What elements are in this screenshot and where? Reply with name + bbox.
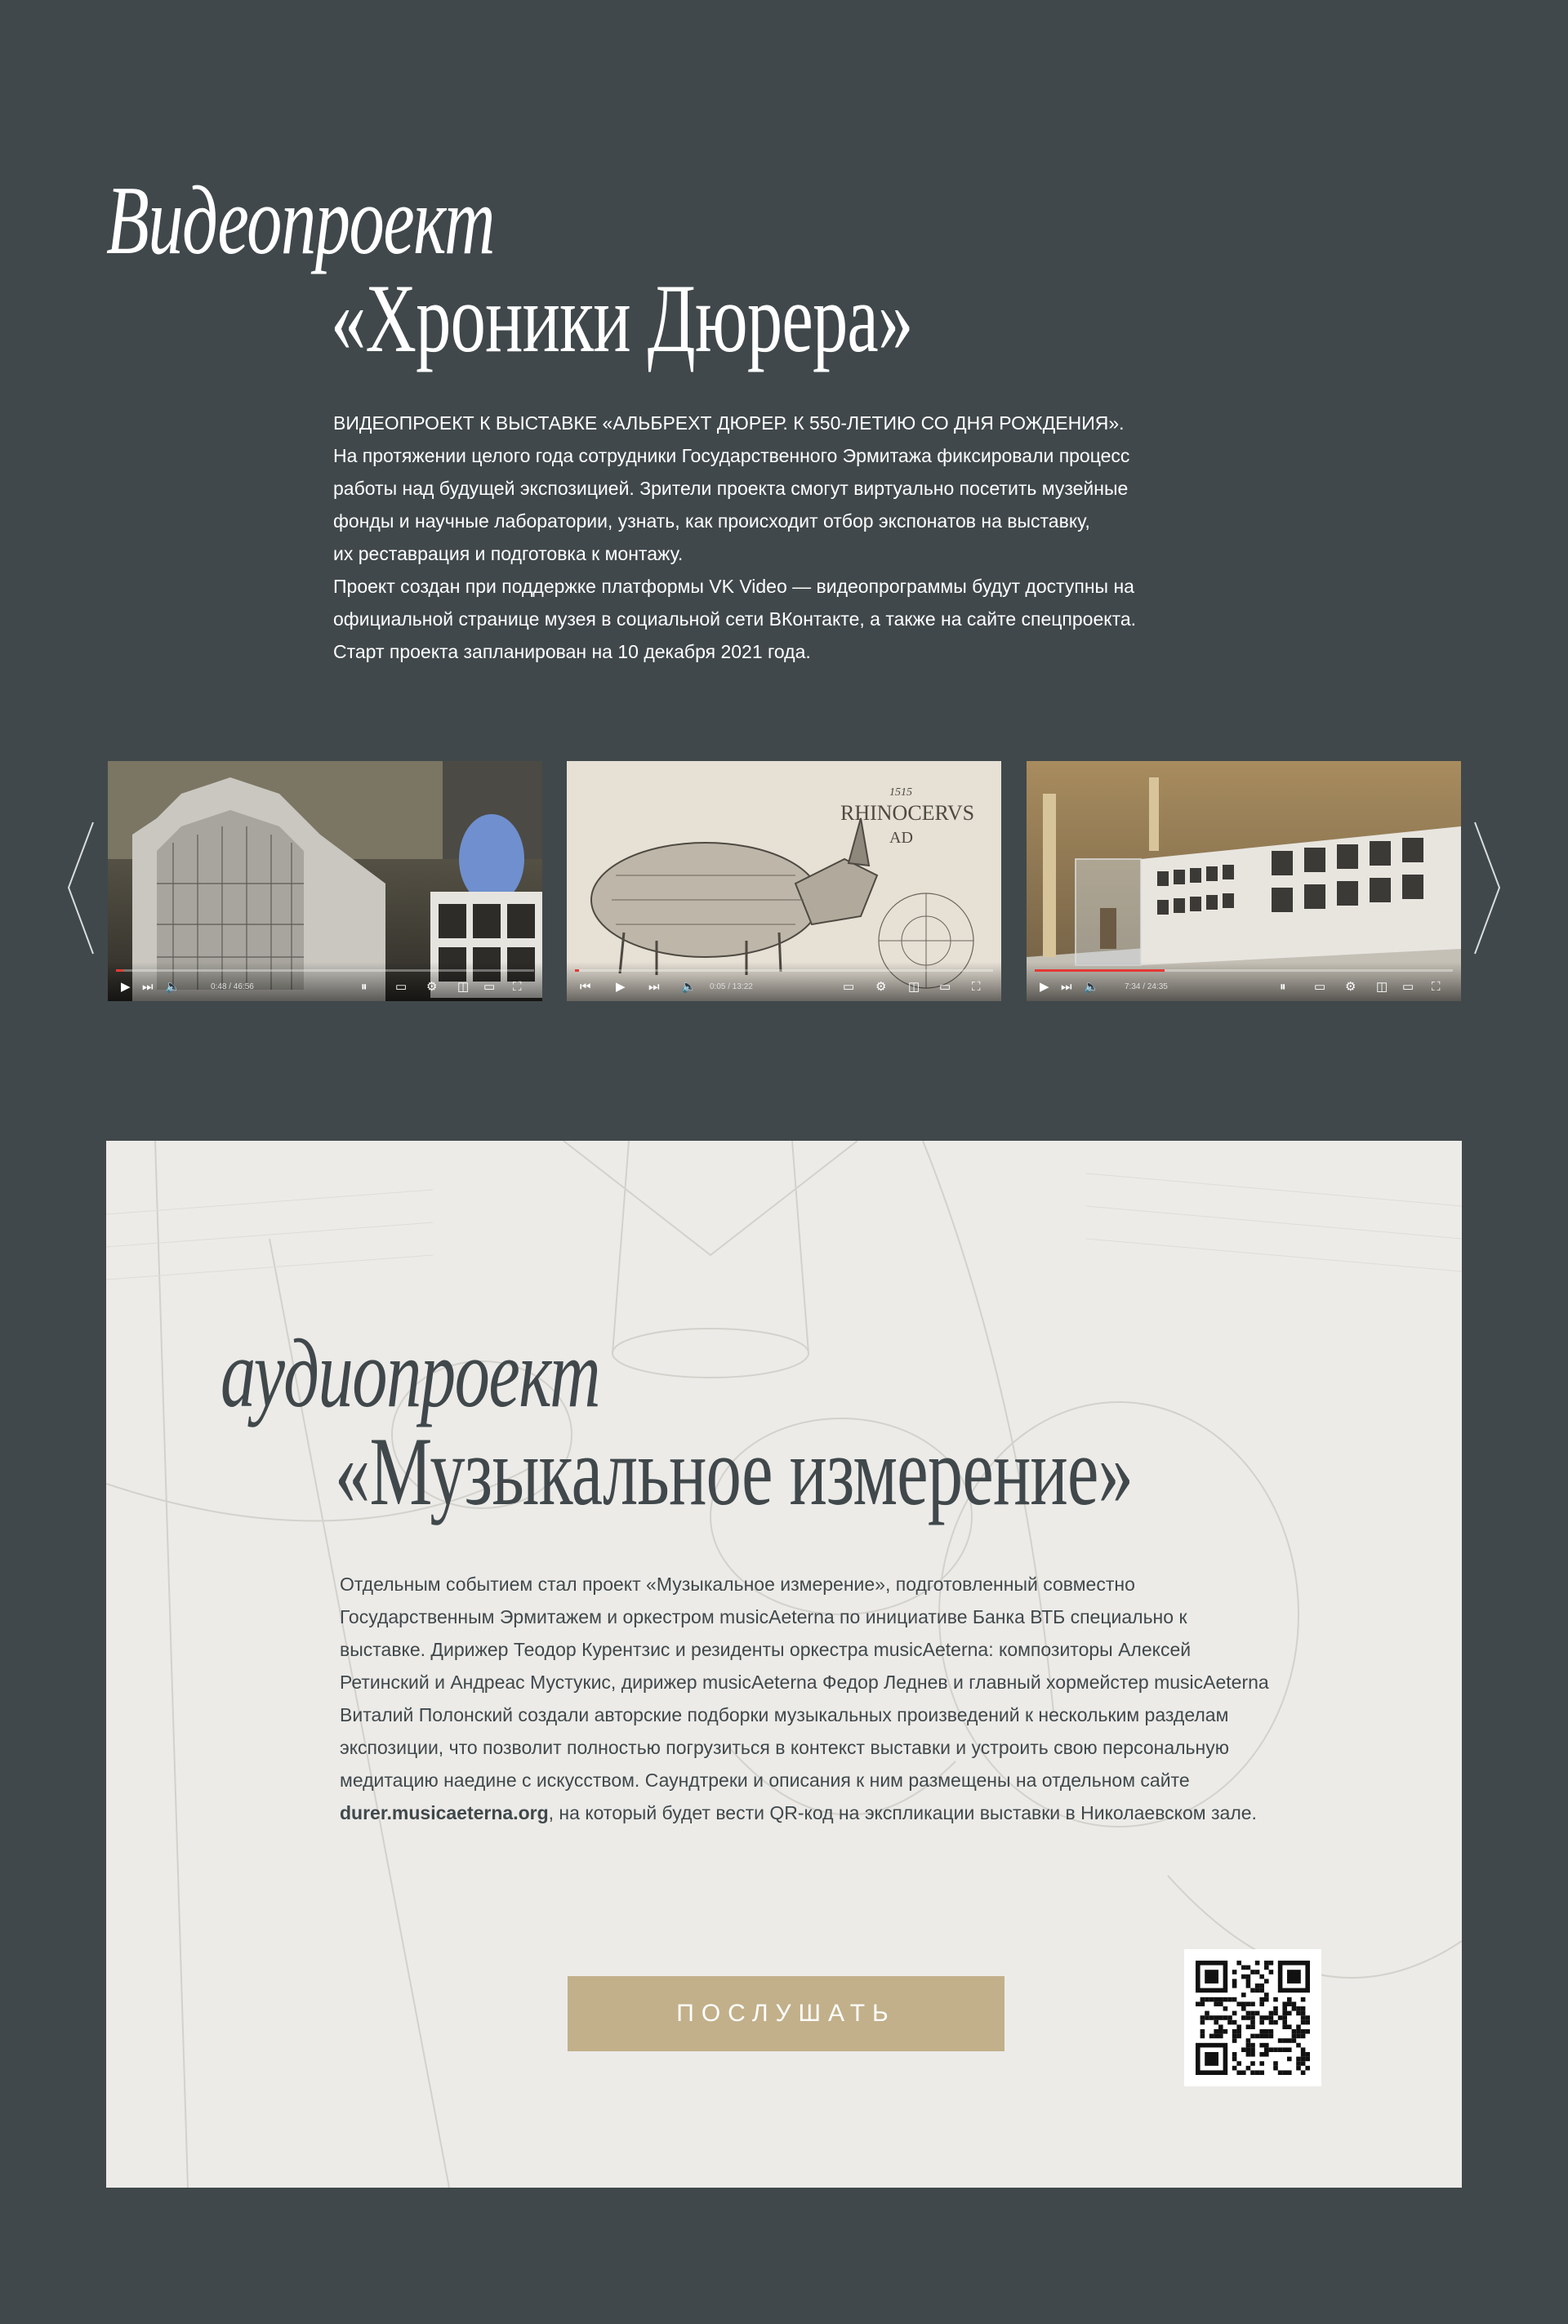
audio-desc-text: , на который будет вести QR-код на экспликации выставки в Николаевском зале. [548, 1802, 1257, 1823]
qr-module [1259, 2043, 1264, 2048]
audio-section-description [340, 1568, 1271, 1829]
qr-module [1246, 2052, 1251, 2057]
qr-module [1287, 2057, 1292, 2062]
qr-module [1232, 1979, 1237, 1983]
video-progress-fill [575, 969, 579, 972]
qr-module [1296, 2066, 1301, 2071]
qr-module [1236, 2034, 1241, 2039]
qr-module [1250, 1988, 1255, 1993]
next-icon[interactable]: ⏭ [1061, 980, 1072, 994]
qr-module [1227, 1997, 1232, 2002]
qr-module [1287, 2038, 1292, 2043]
overlay-monogram: AD [889, 829, 913, 847]
qr-module [1282, 2020, 1287, 2025]
qr-module [1227, 2020, 1232, 2025]
next-icon[interactable]: ⏭ [648, 980, 660, 994]
qr-module [1305, 2029, 1310, 2034]
qr-module [1214, 2029, 1218, 2034]
qr-module [1269, 2029, 1274, 2034]
play-icon[interactable]: ▶ [1040, 980, 1049, 994]
qr-module [1259, 1975, 1264, 1979]
qr-module [1264, 2047, 1269, 2052]
qr-module [1227, 2015, 1232, 2020]
qr-module [1264, 1979, 1269, 1983]
qr-module [1259, 2015, 1264, 2020]
qr-module [1287, 1970, 1301, 1983]
volume-icon[interactable]: 🔈 [165, 980, 180, 994]
qr-module [1287, 2047, 1292, 2052]
qr-module [1269, 2015, 1274, 2020]
qr-module [1259, 2001, 1264, 2006]
qr-module [1292, 2034, 1297, 2039]
qr-module [1218, 2029, 1223, 2034]
qr-module [1305, 2066, 1310, 2071]
video-time: 0:05 / 13:22 [710, 982, 753, 991]
overlay-title: RHINOCERVS [840, 801, 975, 825]
qr-module [1200, 2029, 1205, 2034]
qr-module [1232, 2029, 1237, 2034]
qr-module [1301, 2070, 1306, 2075]
qr-module [1241, 2047, 1246, 2052]
qr-code-pattern [1196, 1961, 1310, 2075]
qr-module [1205, 2052, 1218, 2066]
qr-module [1273, 2066, 1278, 2071]
qr-module [1269, 2047, 1274, 2052]
qr-module [1296, 2011, 1301, 2016]
qr-module [1250, 1970, 1255, 1975]
qr-module [1273, 2006, 1278, 2011]
qr-module [1259, 2020, 1264, 2025]
qr-module [1246, 2047, 1251, 2052]
qr-module [1278, 2015, 1283, 2020]
qr-module [1264, 2015, 1269, 2020]
theater-mode-icon[interactable]: ▭ [1402, 980, 1414, 994]
qr-module [1200, 2015, 1205, 2020]
qr-module [1255, 1983, 1260, 1988]
video-section-title-line2: «Хроники Дюрера» [331, 264, 913, 372]
qr-module [1250, 2024, 1255, 2029]
qr-module [1205, 2015, 1209, 2020]
settings-gear-icon[interactable]: ⚙ [426, 980, 438, 994]
qr-module [1282, 2024, 1287, 2029]
qr-module [1236, 2061, 1241, 2066]
qr-module [1205, 2011, 1209, 2016]
qr-module [1236, 2024, 1241, 2029]
qr-module [1301, 2011, 1306, 2016]
audio-desc-text: Отдельным событием стал проект «Музыкальное измерение», подготовленный совместно Государственным Эрмитажем и оркестром musicAeterna по инициативе Банка ВТБ специально к выставке. Дирижер Теодор Курентзис и резиденты оркестра musicAeterna: композиторы Алексей Ретинский и Андреас Мустукис, дирижер musicAeterna Федор Леднев и главный хормейстер musicAeterna Виталий Полонский создали авторские подборки музыкальных произведений к нескольким разделам экспозиции, что позволит полностью погрузиться в контекст выставки и устроить свою персональную медитацию наедине с искусством. Саундтреки и описания к ним размещены на отдельном сайте [340, 1574, 1269, 1791]
qr-module [1250, 2061, 1255, 2066]
qr-module [1214, 2001, 1218, 2006]
qr-module [1296, 2029, 1301, 2034]
qr-module [1296, 2024, 1301, 2029]
qr-module [1292, 2029, 1297, 2034]
qr-module [1259, 2034, 1264, 2039]
play-icon[interactable]: ▶ [121, 980, 131, 994]
video-section-title-line1: Видеопроект [106, 166, 494, 274]
previous-icon[interactable]: ⏮ [580, 980, 591, 994]
qr-module [1282, 2047, 1287, 2052]
qr-module [1282, 2015, 1287, 2020]
qr-module [1269, 2011, 1274, 2016]
qr-module [1232, 1983, 1237, 1988]
qr-module [1259, 2070, 1264, 2075]
qr-module [1255, 1961, 1260, 1966]
qr-module [1236, 2001, 1241, 2006]
settings-gear-icon[interactable]: ⚙ [1345, 980, 1356, 994]
qr-module [1214, 1997, 1218, 2002]
video-progress-fill [1035, 969, 1165, 972]
qr-module [1250, 2034, 1255, 2039]
qr-module [1241, 1966, 1246, 1970]
video-card-1[interactable] [108, 761, 542, 1001]
subtitles-icon[interactable]: ▭ [1314, 980, 1326, 994]
qr-module [1205, 1970, 1218, 1983]
qr-module [1301, 2015, 1306, 2020]
autoplay-toggle-icon[interactable]: ⏸ [1280, 980, 1286, 994]
qr-module [1218, 2001, 1223, 2006]
qr-module [1246, 1983, 1251, 1988]
qr-module [1264, 1992, 1269, 1997]
qr-module [1296, 2006, 1301, 2011]
qr-module [1232, 2011, 1237, 2016]
qr-module [1250, 2020, 1255, 2025]
theater-mode-icon[interactable]: ▭ [483, 980, 496, 994]
qr-module [1241, 1992, 1246, 1997]
qr-module [1232, 1970, 1237, 1975]
qr-module [1282, 2006, 1287, 2011]
qr-module [1246, 1979, 1251, 1983]
qr-module [1296, 2034, 1301, 2039]
qr-module [1278, 2070, 1283, 2075]
qr-module [1205, 1997, 1209, 2002]
qr-module [1241, 2015, 1246, 2020]
qr-module [1305, 2052, 1310, 2057]
qr-module [1292, 2001, 1297, 2006]
qr-module [1296, 2061, 1301, 2066]
qr-module [1287, 2024, 1292, 2029]
video-desc-paragraph: Проект создан при поддержке платформы VK Video — видеопрограммы будут доступны на официальной странице музея в социальной сети ВКонтакте, а также на сайте спецпроекта. Старт проекта запланирован на 10 декабря 2021 года. [333, 576, 1137, 662]
qr-module [1255, 2034, 1260, 2039]
qr-module [1232, 2052, 1237, 2057]
video-progress-track[interactable] [1035, 969, 1453, 972]
qr-module [1259, 1988, 1264, 1993]
qr-module [1301, 2061, 1306, 2066]
qr-module [1250, 2047, 1255, 2052]
qr-module [1301, 2006, 1306, 2011]
qr-module [1236, 2070, 1241, 2075]
video-desc-paragraph: На протяжении целого года сотрудники Государственного Эрмитажа фиксировали процесс работы над будущей экспозицией. Зрители проекта смогут виртуально посетить музейные фонды и научные лаборатории, узнать, как происходит отбор экспонатов на выставку, их реставрация и подготовка к монтажу. [333, 445, 1130, 564]
qr-module [1223, 2029, 1228, 2034]
qr-module [1259, 1983, 1264, 1988]
qr-module [1301, 2029, 1306, 2034]
play-icon[interactable]: ▶ [616, 980, 626, 994]
qr-module [1209, 2034, 1214, 2039]
qr-module [1269, 2020, 1274, 2025]
volume-icon[interactable]: 🔈 [681, 980, 697, 994]
qr-module [1232, 2038, 1237, 2043]
miniplayer-icon[interactable]: ◫ [1376, 980, 1388, 994]
qr-module [1241, 2001, 1246, 2006]
qr-module [1255, 2070, 1260, 2075]
qr-module [1259, 2061, 1264, 2066]
qr-module [1259, 2029, 1264, 2034]
qr-module [1301, 2020, 1306, 2025]
qr-module [1264, 2052, 1269, 2057]
qr-code-icon [1184, 1949, 1321, 2086]
qr-module [1246, 2038, 1251, 2043]
qr-module [1200, 2034, 1205, 2039]
qr-module [1241, 2006, 1246, 2011]
video-player-controls [1027, 962, 1461, 1001]
video-card-3[interactable] [1027, 761, 1461, 1001]
qr-module [1269, 1961, 1274, 1966]
qr-module [1236, 2029, 1241, 2034]
qr-module [1282, 2038, 1287, 2043]
qr-module [1282, 2070, 1287, 2075]
qr-module [1255, 1988, 1260, 1993]
qr-module [1273, 1997, 1278, 2002]
qr-module [1200, 1997, 1205, 2002]
qr-module [1241, 1975, 1246, 1979]
qr-module [1273, 2020, 1278, 2025]
qr-module [1305, 2057, 1310, 2062]
qr-module [1287, 2070, 1292, 2075]
subtitles-icon[interactable]: ▭ [395, 980, 408, 994]
settings-gear-icon[interactable]: ⚙ [875, 980, 887, 994]
qr-module [1246, 1966, 1251, 1970]
qr-module [1282, 2001, 1287, 2006]
qr-module [1223, 2006, 1228, 2011]
qr-module [1287, 2001, 1292, 2006]
miniplayer-icon[interactable]: ◫ [908, 980, 920, 994]
qr-module [1246, 2011, 1251, 2016]
qr-module [1250, 2001, 1255, 2006]
qr-module [1200, 2001, 1205, 2006]
qr-module [1223, 2015, 1228, 2020]
qr-module [1305, 2020, 1310, 2025]
musicaeterna-link[interactable]: durer.musicaeterna.org [340, 1802, 549, 1823]
qr-module [1250, 2070, 1255, 2075]
slider-next-arrow-icon[interactable] [1470, 821, 1503, 955]
qr-module [1232, 2057, 1237, 2062]
qr-module [1264, 1997, 1269, 2002]
qr-module [1232, 1997, 1237, 2002]
video-progress-fill [116, 969, 123, 972]
qr-module [1305, 2015, 1310, 2020]
qr-module [1269, 2034, 1274, 2039]
video-progress-track[interactable] [575, 969, 993, 972]
qr-module [1264, 2029, 1269, 2034]
qr-module [1278, 2038, 1283, 2043]
qr-module [1296, 2057, 1301, 2062]
qr-module [1246, 2066, 1251, 2071]
qr-module [1273, 2011, 1278, 2016]
qr-module [1218, 2015, 1223, 2020]
qr-module [1296, 2043, 1301, 2048]
volume-icon[interactable]: 🔈 [1084, 980, 1099, 994]
video-section-description [333, 407, 1232, 668]
qr-module [1287, 2011, 1292, 2016]
qr-module [1301, 2052, 1306, 2057]
video-player-controls [567, 962, 1001, 1001]
qr-module [1223, 1997, 1228, 2002]
qr-module [1264, 2043, 1269, 2048]
qr-module [1282, 2011, 1287, 2016]
qr-module [1250, 2011, 1255, 2016]
autoplay-toggle-icon[interactable]: ⏸ [361, 980, 368, 994]
qr-module [1301, 1997, 1306, 2002]
qr-module [1292, 2038, 1297, 2043]
audio-section-title-line1: аудиопроект [220, 1319, 600, 1427]
qr-module [1255, 1970, 1260, 1975]
qr-module [1218, 2024, 1223, 2029]
video-card-2[interactable] [567, 761, 1001, 1001]
qr-module [1236, 1961, 1241, 1966]
audio-section-panel [106, 1141, 1462, 2188]
qr-module [1232, 2066, 1237, 2071]
qr-module [1301, 2047, 1306, 2052]
qr-module [1218, 1997, 1223, 2002]
next-icon[interactable]: ⏭ [142, 980, 154, 994]
qr-module [1264, 2034, 1269, 2039]
qr-module [1250, 2015, 1255, 2020]
qr-module [1246, 2043, 1251, 2048]
video-player-controls [108, 962, 542, 1001]
qr-module [1255, 2011, 1260, 2016]
listen-button[interactable]: ПОСЛУШАТЬ [568, 1976, 1004, 2051]
qr-module [1209, 2015, 1214, 2020]
qr-module [1218, 2034, 1223, 2039]
fullscreen-icon[interactable]: ⛶ [1432, 980, 1441, 994]
qr-module [1241, 2070, 1246, 2075]
qr-module [1214, 2034, 1218, 2039]
fullscreen-icon[interactable]: ⛶ [972, 980, 981, 994]
qr-module [1232, 2020, 1237, 2025]
qr-module [1250, 2052, 1255, 2057]
slider-prev-arrow-icon[interactable] [65, 821, 98, 955]
qr-module [1264, 1966, 1269, 1970]
qr-module [1250, 2043, 1255, 2048]
qr-module [1273, 2061, 1278, 2066]
qr-module [1246, 1975, 1251, 1979]
video-time: 0:48 / 46:56 [211, 982, 254, 991]
qr-module [1214, 2015, 1218, 2020]
qr-module [1301, 2034, 1306, 2039]
qr-module [1292, 2006, 1297, 2011]
qr-module [1259, 1997, 1264, 2002]
subtitles-icon[interactable]: ▭ [843, 980, 855, 994]
qr-module [1196, 2001, 1200, 2006]
qr-module [1209, 1997, 1214, 2002]
audio-section-title-line2: «Музыкальное измерение» [335, 1417, 1134, 1525]
qr-module [1278, 2047, 1283, 2052]
video-desc-paragraph: ВИДЕОПРОЕКТ К ВЫСТАВКЕ «АЛЬБРЕХТ ДЮРЕР. К 550-ЛЕТИЮ СО ДНЯ РОЖДЕНИЯ». [333, 412, 1125, 434]
miniplayer-icon[interactable]: ◫ [457, 980, 470, 994]
qr-module [1264, 1961, 1269, 1966]
qr-module [1232, 2034, 1237, 2039]
qr-module [1301, 2057, 1306, 2062]
qr-module [1273, 2047, 1278, 2052]
theater-mode-icon[interactable]: ▭ [939, 980, 951, 994]
qr-module [1259, 2052, 1264, 2057]
qr-module [1246, 2024, 1251, 2029]
qr-module [1214, 2020, 1218, 2025]
video-progress-track[interactable] [116, 969, 534, 972]
qr-module [1246, 2001, 1251, 2006]
fullscreen-icon[interactable]: ⛶ [513, 980, 522, 994]
qr-module [1269, 1970, 1274, 1975]
video-time: 7:34 / 24:35 [1125, 982, 1168, 991]
qr-module [1287, 1997, 1292, 2002]
qr-module [1200, 2020, 1205, 2025]
overlay-year: 1515 [889, 786, 912, 799]
qr-module [1246, 2015, 1251, 2020]
